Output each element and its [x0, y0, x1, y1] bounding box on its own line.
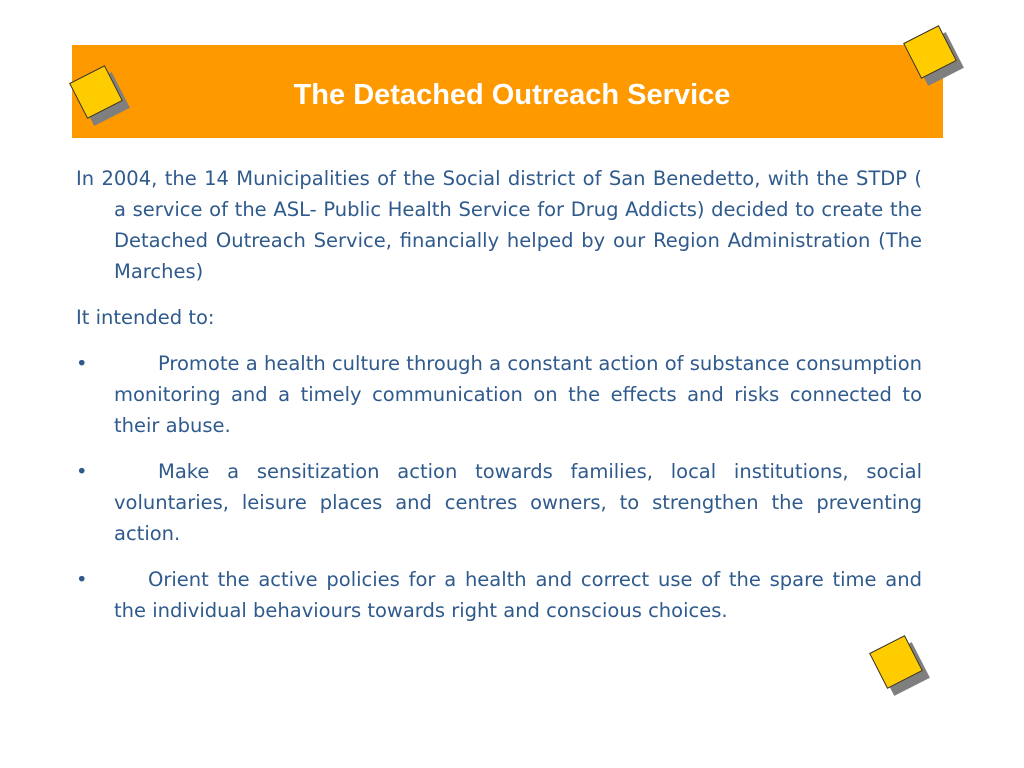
bullet-text: Promote a health culture through a constant action of substance consumption monitoring and a timely communication on the effects and risks connected to their abuse.: [114, 352, 922, 437]
decorative-square-icon: [872, 638, 938, 704]
bullet-text: Orient the active policies for a health and correct use of the spare time and the individual behaviours towards right and conscious choices.: [114, 568, 922, 622]
bullet-marker: •: [76, 568, 88, 591]
decorative-square-icon: [906, 28, 972, 94]
slide-title: The Detached Outreach Service: [293, 79, 731, 111]
bullet-item: [76, 564, 922, 626]
bullet-item: [76, 348, 922, 441]
bullet-marker: •: [76, 460, 88, 483]
decorative-square-icon: [72, 68, 138, 134]
bullet-marker: •: [76, 352, 88, 375]
intro-paragraph: In 2004, the 14 Municipalities of the Social district of San Benedetto, with the STDP ( a service of the ASL- Public Health Service for Drug Addicts) decided to create the Detached Outreach Service, financially helped by our Region Administration (The Marches): [76, 167, 922, 283]
bullet-text: Make a sensitization action towards families, local institutions, social voluntaries, leisure places and centres owners, to strengthen the preventing action.: [114, 460, 922, 545]
slide-body: [76, 163, 922, 626]
subheading: It intended to:: [76, 306, 215, 329]
bullet-item: [76, 456, 922, 549]
